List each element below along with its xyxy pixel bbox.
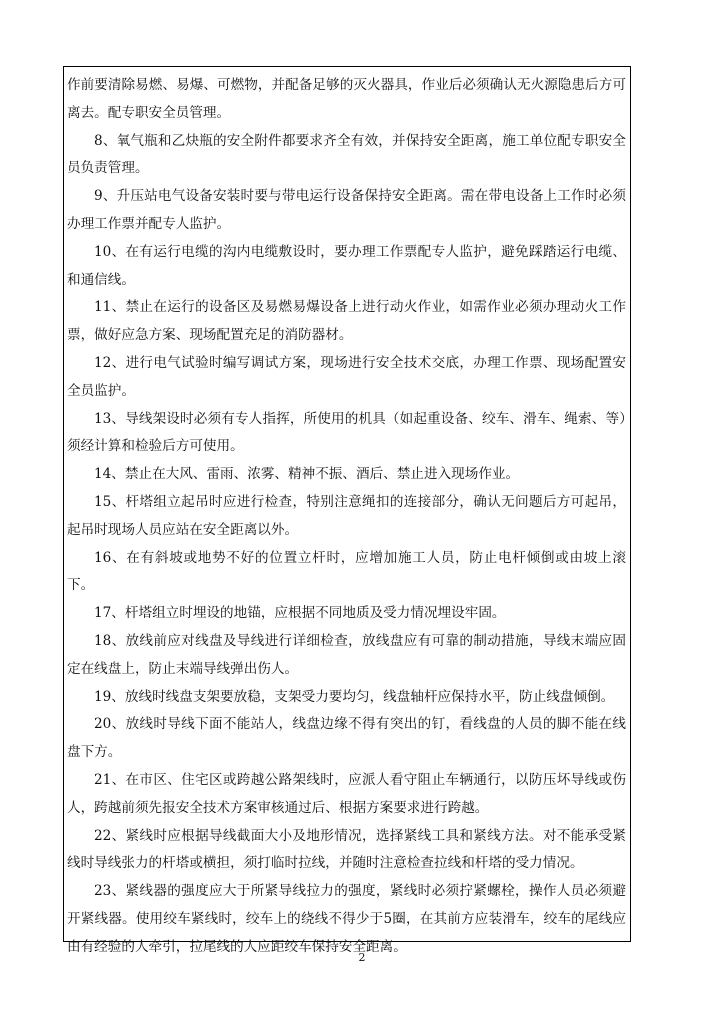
content-frame [63, 66, 631, 955]
paragraph-item-22: 22、紧线时应根据导线截面大小及地形情况，选择紧线工具和紧线方法。对不能承受紧线时导线张力的杆塔或横担，须打临时拉线，并随时注意检查拉线和杆塔的受力情况。 [67, 827, 626, 872]
paragraph-item-11: 11、禁止在运行的设备区及易燃易爆设备上进行动火作业，如需作业必须办理动火工作票，做好应急方案、现场配置充足的消防器材。 [67, 299, 626, 344]
paragraph-item-15: 15、杆塔组立起吊时应进行检查，特别注意绳扣的连接部分，确认无问题后方可起吊，起吊时现场人员应站在安全距离以外。 [67, 493, 626, 538]
paragraph-item-12: 12、进行电气试验时编写调试方案，现场进行安全技术交底，办理工作票、现场配置安全员监护。 [67, 354, 626, 399]
paragraph-item-16: 16、在有斜坡或地势不好的位置立杆时，应增加施工人员，防止电杆倾倒或由坡上滚下。 [67, 549, 626, 594]
page-number: 2 [358, 951, 366, 964]
paragraph-item-23: 23、紧线器的强度应大于所紧导线拉力的强度，紧线时必须拧紧螺栓，操作人员必须避开紧线器。使用绞车紧线时，绞车上的绕线不得少于5圈，在其前方应装滑车，绞车的尾线应由有经验的人牵引，拉尾线的人应距绞车保持安全距离。 [67, 883, 626, 955]
paragraph-item-20: 20、放线时导线下面不能站人，线盘边缘不得有突出的钉，看线盘的人员的脚不能在线盘下方。 [67, 716, 626, 761]
document-body [67, 72, 626, 962]
paragraph-item-13: 13、导线架设时必须有专人指挥，所使用的机具（如起重设备、绞车、滑车、绳索、等）须经计算和检验后方可使用。 [67, 410, 626, 455]
paragraph-item-14: 14、禁止在大风、雷雨、浓雾、精神不振、酒后、禁止进入现场作业。 [94, 466, 520, 483]
paragraph-item-10: 10、在有运行电缆的沟内电缆敷设时，要办理工作票配专人监护，避免踩踏运行电缆、和通信线。 [67, 243, 626, 288]
paragraph-item-8: 8、氧气瓶和乙炔瓶的安全附件都要求齐全有效，并保持安全距离，施工单位配专职安全员负责管理。 [67, 132, 626, 177]
paragraph: 作前要清除易燃、易爆、可燃物，并配备足够的灭火器具，作业后必须确认无火源隐患后方可离去。配专职安全员管理。 [67, 77, 626, 121]
paragraph-item-19: 19、放线时线盘支架要放稳，支架受力要均匀，线盘轴杆应保持水平，防止线盘倾倒。 [94, 688, 615, 705]
paragraph-item-18: 18、放线前应对线盘及导线进行详细检查，放线盘应有可靠的制动措施，导线末端应固定在线盘上，防止末端导线弹出伤人。 [67, 632, 626, 677]
paragraph-item-17: 17、杆塔组立时埋设的地锚，应根据不同地质及受力情况埋设牢固。 [94, 605, 506, 622]
paragraph-item-9: 9、升压站电气设备安装时要与带电运行设备保持安全距离。需在带电设备上工作时必须办理工作票并配专人监护。 [67, 188, 626, 232]
paragraph-item-21: 21、在市区、住宅区或跨越公路架线时，应派人看守阻止车辆通行，以防压坏导线或伤人，跨越前须先报安全技术方案审核通过后、根据方案要求进行跨越。 [67, 771, 626, 816]
